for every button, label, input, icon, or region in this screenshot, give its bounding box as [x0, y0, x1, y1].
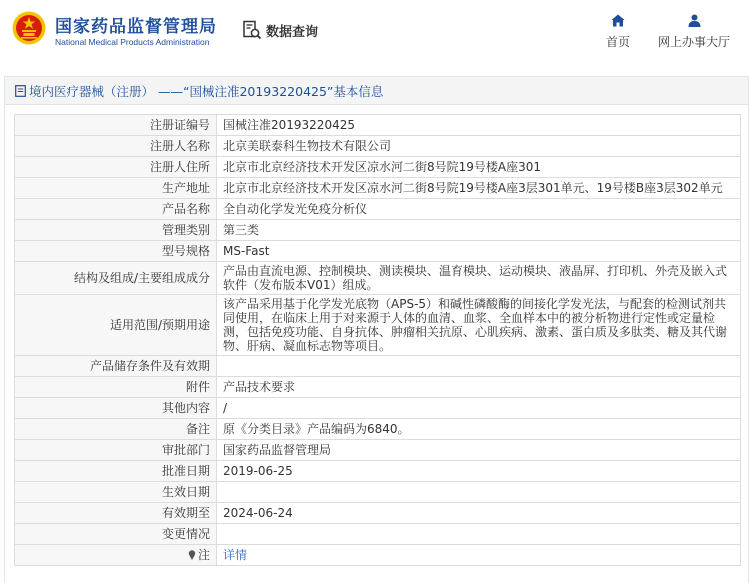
data-query-link[interactable] — [242, 20, 318, 40]
row-label: 生效日期 — [15, 482, 217, 503]
data-query-label: 数据查询 — [266, 24, 319, 40]
nav-home-label: 首页 — [605, 35, 630, 49]
row-value: 2019-06-25 — [217, 461, 741, 482]
site-name-cn: 国家药品监督管理局 — [55, 17, 217, 37]
table-row — [15, 241, 741, 262]
emblem-icon — [12, 11, 46, 45]
table-row — [15, 295, 741, 356]
table-row — [15, 461, 741, 482]
table-row — [15, 503, 741, 524]
document-icon — [15, 85, 26, 97]
table-row — [15, 419, 741, 440]
row-value: 北京市北京经济技术开发区凉水河二街8号院19号楼A座3层301单元、19号楼B座3层302单元 — [217, 178, 741, 199]
table-row — [15, 440, 741, 461]
row-value: / — [217, 398, 741, 419]
table-row — [15, 157, 741, 178]
row-label: 备注 — [15, 419, 217, 440]
row-label: 适用范围/预期用途 — [15, 295, 217, 356]
table-row — [15, 524, 741, 545]
row-value: MS-Fast — [217, 241, 741, 262]
row-value: 原《分类目录》产品编码为6840。 — [217, 419, 741, 440]
row-value — [217, 524, 741, 545]
row-value: 该产品采用基于化学发光底物（APS-5）和碱性磷酸酶的间接化学发光法，与配套的检测试剂共同使用，在临床上用于对来源于人体的血清、血浆、全血样本中的被分析物进行定性或定量检测，包括免疫功能、自身抗体、肿瘤相关抗原、心肌疾病、激素、蛋白质及多肽类、糖及其代谢物、肝病、凝血标志物等项目。 — [217, 295, 741, 356]
row-label: 注 — [197, 548, 210, 562]
row-label: 产品名称 — [15, 199, 217, 220]
home-icon — [611, 14, 625, 27]
registration-info-table — [14, 114, 741, 566]
row-label: 注册人名称 — [15, 136, 217, 157]
row-value: 国家药品监督管理局 — [217, 440, 741, 461]
row-label: 注册人住所 — [15, 157, 217, 178]
row-value: 产品技术要求 — [217, 377, 741, 398]
table-row — [15, 178, 741, 199]
table-row — [15, 115, 741, 136]
detail-panel — [4, 76, 749, 583]
row-label: 审批部门 — [15, 440, 217, 461]
row-value — [217, 482, 741, 503]
row-value: 北京美联泰科生物技术有限公司 — [217, 136, 741, 157]
row-value — [217, 356, 741, 377]
row-value: 第三类 — [217, 220, 741, 241]
row-label: 注册证编号 — [15, 115, 217, 136]
table-row — [15, 545, 741, 566]
row-label: 有效期至 — [15, 503, 217, 524]
user-icon — [688, 14, 701, 27]
row-label: 结构及组成/主要组成成分 — [15, 262, 217, 295]
table-row — [15, 199, 741, 220]
table-row — [15, 377, 741, 398]
table-row — [15, 262, 741, 295]
table-row — [15, 398, 741, 419]
row-value: 产品由直流电源、控制模块、测读模块、温育模块、运动模块、液晶屏、打印机、外壳及嵌入式软件（发布版本V01）组成。 — [217, 262, 741, 295]
row-value: 国械注准20193220425 — [217, 115, 741, 136]
table-row — [15, 356, 741, 377]
row-label: 管理类别 — [15, 220, 217, 241]
note-label-cell — [15, 545, 217, 566]
row-label: 批准日期 — [15, 461, 217, 482]
table-row — [15, 482, 741, 503]
panel-titlebar — [5, 77, 748, 105]
page-title: 境内医疗器械（注册） ——“国械注准20193220425”基本信息 — [29, 83, 384, 99]
row-label: 其他内容 — [15, 398, 217, 419]
nav-online-service-hall[interactable] — [655, 14, 733, 50]
row-label: 变更情况 — [15, 524, 217, 545]
nav-online-service-hall-label: 网上办事大厅 — [657, 35, 730, 49]
row-value: 2024-06-24 — [217, 503, 741, 524]
table-row — [15, 220, 741, 241]
search-document-icon — [242, 20, 262, 40]
table-row — [15, 136, 741, 157]
nav-home[interactable] — [603, 14, 633, 50]
details-link[interactable]: 详情 — [223, 548, 248, 562]
row-label: 型号规格 — [15, 241, 217, 262]
row-label: 产品储存条件及有效期 — [15, 356, 217, 377]
row-value: 全自动化学发光免疫分析仪 — [217, 199, 741, 220]
row-value — [217, 545, 741, 566]
row-label: 生产地址 — [15, 178, 217, 199]
pin-icon — [188, 550, 196, 560]
row-label: 附件 — [15, 377, 217, 398]
row-value: 北京市北京经济技术开发区凉水河二街8号院19号楼A座301 — [217, 157, 741, 178]
site-header — [0, 0, 749, 64]
site-name-en: National Medical Products Administration — [55, 37, 210, 47]
